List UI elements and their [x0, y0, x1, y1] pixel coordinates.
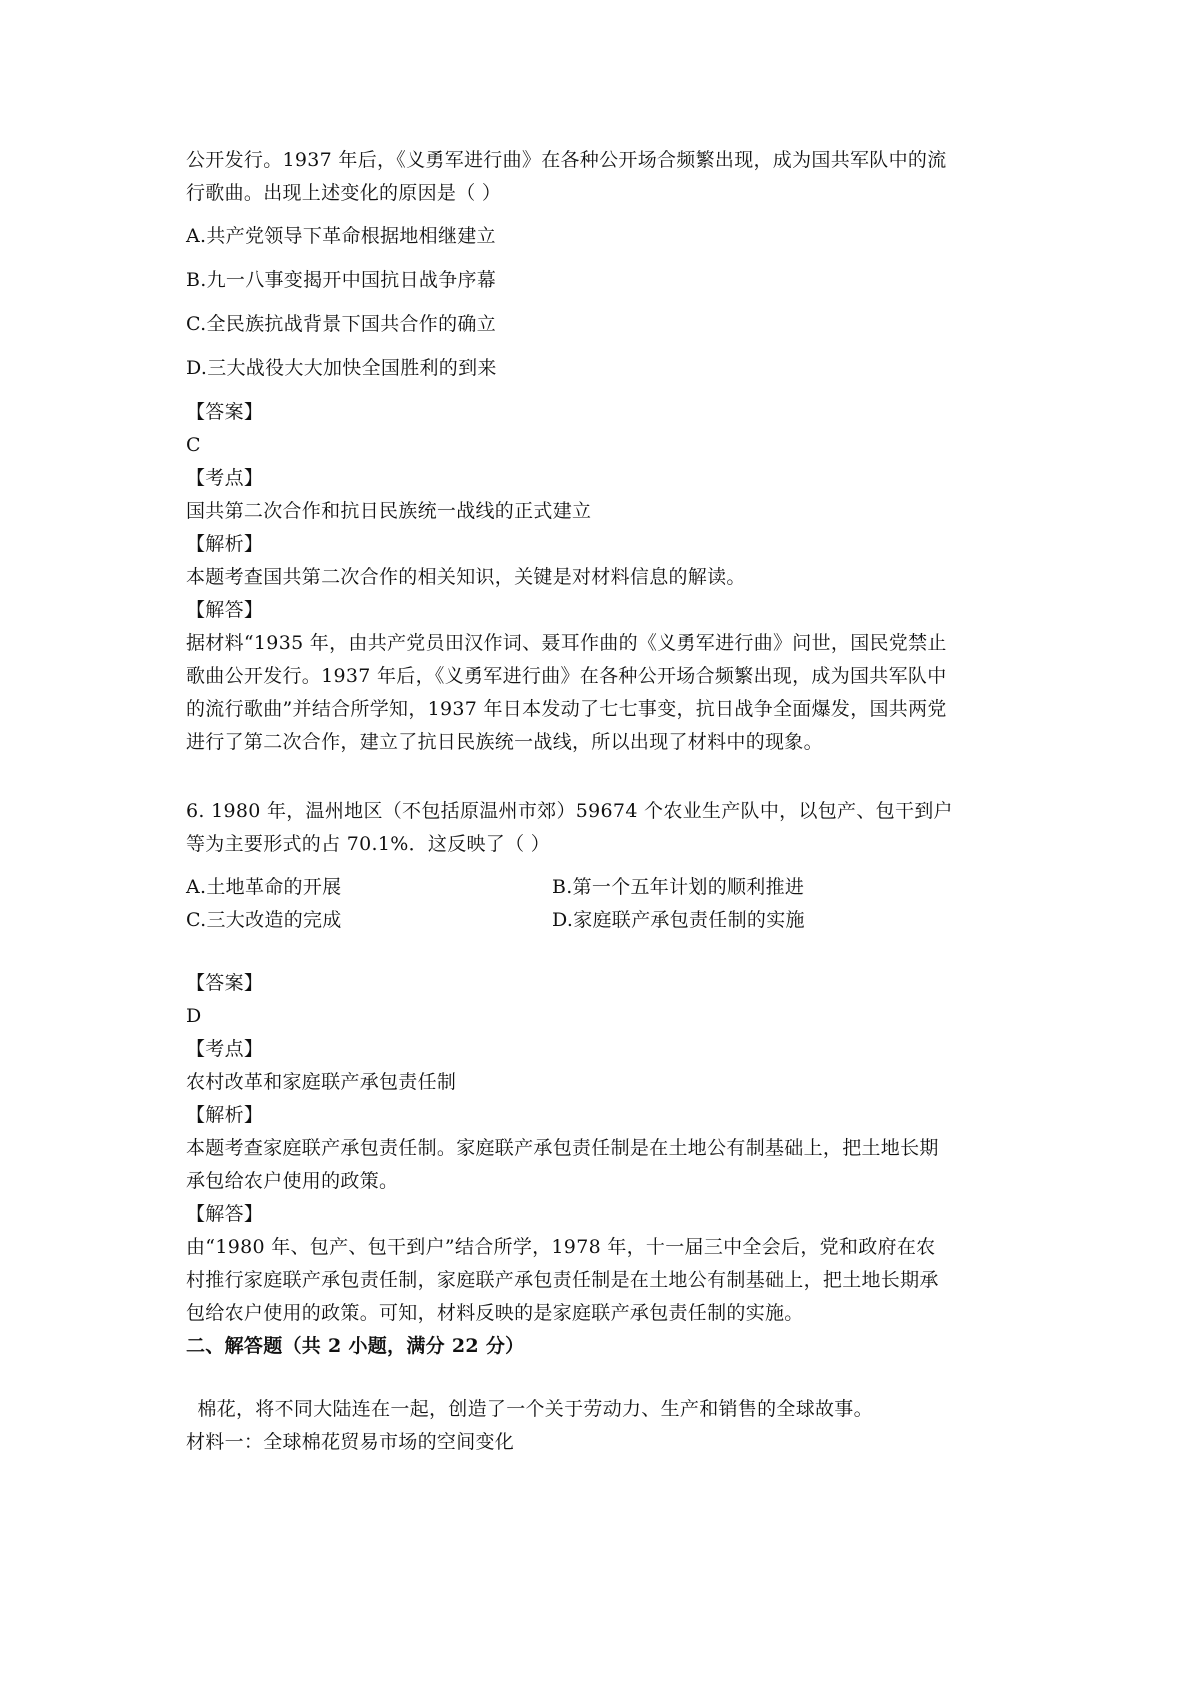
q5-analysis: 本题考查国共第二次合作的相关知识，关键是对材料信息的解读。 [186, 566, 746, 588]
q5-solution-line-2: 歌曲公开发行。1937 年后，《义勇军进行曲》在各种公开场合频繁出现，成为国共军队中 [186, 665, 947, 687]
q6-answer-tag: 【答案】 [186, 972, 264, 994]
q6-option-c: C.三大改造的完成 [186, 909, 342, 931]
q6-options-row-2 [186, 904, 1026, 937]
q5-stem-line-2: 行歌曲。出现上述变化的原因是（ ） [186, 182, 502, 204]
q6-analysis-line-1: 本题考查家庭联产承包责任制。家庭联产承包责任制是在土地公有制基础上，把土地长期 [186, 1137, 939, 1159]
section-2-intro: 棉花，将不同大陆连在一起，创造了一个关于劳动力、生产和销售的全球故事。 [197, 1398, 873, 1420]
q5-solution-line-4: 进行了第二次合作，建立了抗日民族统一战线，所以出现了材料中的现象。 [186, 731, 823, 753]
q5-option-a: A.共产党领导下革命根据地相继建立 [186, 225, 496, 247]
q6-point-tag: 【考点】 [186, 1038, 264, 1060]
q6-analysis-tag: 【解析】 [186, 1104, 264, 1126]
q5-answer: C [186, 434, 201, 456]
q5-analysis-tag: 【解析】 [186, 533, 264, 555]
q6-stem-line-1: 6. 1980 年，温州地区（不包括原温州市郊）59674 个农业生产队中，以包产、包干到户 [186, 800, 953, 822]
q6-options-row-1 [186, 871, 1026, 904]
q6-answer: D [186, 1005, 202, 1027]
q5-point: 国共第二次合作和抗日民族统一战线的正式建立 [186, 500, 592, 522]
q6-option-b: B.第一个五年计划的顺利推进 [552, 876, 805, 898]
q5-option-d: D.三大战役大大加快全国胜利的到来 [186, 357, 497, 379]
q5-point-tag: 【考点】 [186, 467, 264, 489]
q5-solution-line-1: 据材料“1935 年，由共产党员田汉作词、聂耳作曲的《义勇军进行曲》问世，国民党禁止 [186, 632, 947, 654]
q5-solution-line-3: 的流行歌曲”并结合所学知，1937 年日本发动了七七事变，抗日战争全面爆发，国共两党 [186, 698, 947, 720]
q6-solution-line-1: 由“1980 年、包产、包干到户”结合所学，1978 年，十一届三中全会后，党和政府在农 [186, 1236, 936, 1258]
document-content [186, 144, 1026, 1459]
q6-option-d: D.家庭联产承包责任制的实施 [552, 909, 805, 931]
q6-option-a: A.土地革命的开展 [186, 876, 342, 898]
q6-analysis-line-2: 承包给农户使用的政策。 [186, 1170, 399, 1192]
q5-stem-line-1: 公开发行。1937 年后，《义勇军进行曲》在各种公开场合频繁出现，成为国共军队中的流 [186, 149, 947, 171]
section-2-title: 二、解答题（共 2 小题，满分 22 分） [186, 1335, 525, 1357]
q5-option-c: C.全民族抗战背景下国共合作的确立 [186, 313, 497, 335]
q6-solution-line-3: 包给农户使用的政策。可知，材料反映的是家庭联产承包责任制的实施。 [186, 1302, 804, 1324]
q6-point: 农村改革和家庭联产承包责任制 [186, 1071, 457, 1093]
q6-stem-line-2: 等为主要形式的占 70.1%．这反映了（ ） [186, 833, 551, 855]
q5-answer-tag: 【答案】 [186, 401, 264, 423]
q6-solution-line-2: 村推行家庭联产承包责任制，家庭联产承包责任制是在土地公有制基础上，把土地长期承 [186, 1269, 939, 1291]
q5-solution-tag: 【解答】 [186, 599, 264, 621]
section-2-material-1: 材料一：全球棉花贸易市场的空间变化 [186, 1431, 515, 1453]
q6-solution-tag: 【解答】 [186, 1203, 264, 1225]
q5-option-b: B.九一八事变揭开中国抗日战争序幕 [186, 269, 497, 291]
